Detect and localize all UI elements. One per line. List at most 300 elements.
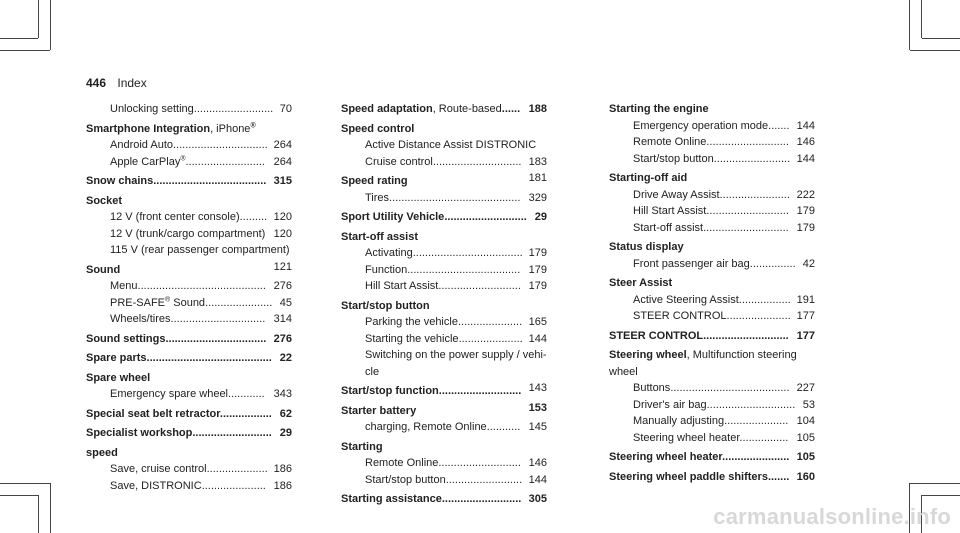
dot-leader: .......................... (193, 103, 274, 115)
index-entry (609, 187, 815, 204)
dot-leader: ................. (219, 407, 272, 420)
entry-label (633, 430, 788, 447)
entry-label (365, 190, 520, 207)
entry-label (365, 262, 520, 279)
dot-leader: ..................... (457, 316, 523, 328)
crop-mark (0, 50, 50, 51)
entry-text: Emergency operation mode (633, 119, 769, 132)
entry-text: Start/stop button (365, 473, 446, 486)
entry-text: Spare wheel (86, 371, 151, 384)
page-reference: 186 (273, 463, 292, 475)
page-reference: 45 (279, 296, 292, 309)
dot-leader: .......................... (441, 493, 522, 505)
dot-leader: ..................................... (153, 175, 267, 187)
page-reference: 179 (528, 247, 547, 259)
entry-text: Starting the vehicle (365, 332, 459, 345)
index-entry (609, 220, 815, 237)
entry-label (633, 397, 795, 414)
page-reference: 105 (796, 431, 815, 444)
entry-text: Buttons (633, 382, 671, 394)
entry-label (365, 331, 523, 348)
entry-label (341, 298, 430, 315)
dot-leader: ..................... (458, 332, 523, 345)
page-reference: 120 (273, 211, 292, 223)
registered-mark: ® (180, 154, 186, 162)
entry-label (110, 137, 268, 154)
index-heading (609, 449, 815, 466)
entry-text: Start-off assist (341, 230, 419, 243)
entry-text: Special seat belt retractor (86, 407, 220, 420)
page-reference: 144 (528, 473, 547, 486)
crop-mark (922, 38, 960, 39)
entry-text: Starter battery (341, 404, 417, 417)
entry-label (341, 439, 383, 456)
page-reference: 70 (279, 103, 292, 115)
entry-text: Specialist workshop (86, 427, 193, 439)
entry-text: Wheels/tires (110, 313, 171, 325)
entry-label (110, 478, 266, 495)
dot-leader: ........................... (706, 205, 789, 217)
page-reference: 186 (273, 479, 292, 492)
entry-text: Active Steering Assist (633, 293, 739, 306)
entry-label (86, 445, 118, 462)
index-heading (609, 469, 815, 486)
entry-label (633, 256, 796, 273)
entry-label (609, 364, 638, 381)
index-heading (609, 239, 815, 256)
dot-leader: ..................... (726, 310, 791, 322)
index-heading (86, 121, 292, 138)
index-column-3 (609, 101, 815, 485)
crop-mark (910, 50, 960, 51)
page-reference: 143 (528, 382, 547, 394)
entry-text: Android Auto (110, 139, 173, 151)
entry-text: Status display (609, 241, 684, 253)
page-reference: 329 (528, 191, 547, 204)
entry-label (86, 193, 122, 210)
entry-suffix: , Route-based (432, 103, 502, 115)
entry-label (365, 137, 536, 154)
index-column-1 (86, 101, 292, 494)
index-entry (86, 478, 292, 495)
dot-leader: ............................... (173, 139, 268, 151)
dot-leader: .......................... (185, 155, 265, 168)
page-reference: 222 (796, 188, 815, 201)
entry-label (633, 203, 789, 220)
index-entry (609, 308, 815, 325)
entry-text: wheel (609, 365, 638, 378)
page-reference: 264 (273, 139, 292, 151)
entry-label (633, 134, 789, 151)
index-entry (341, 419, 547, 436)
index-heading (341, 298, 547, 315)
entry-label (633, 380, 790, 397)
index-entry (341, 314, 547, 331)
page-reference: 183 (528, 155, 547, 168)
entry-label (633, 151, 790, 168)
index-heading (341, 491, 547, 508)
index-heading (341, 209, 547, 226)
entry-label (633, 220, 789, 237)
page-reference: 179 (796, 221, 815, 234)
page-reference: 227 (796, 382, 815, 394)
dot-leader: ........... (486, 421, 521, 433)
entry-text: Sound settings (86, 332, 166, 345)
registered-mark: ® (165, 295, 171, 303)
entry-label (341, 209, 527, 226)
entry-text: Switching on the power supply / vehi- (365, 349, 547, 361)
index-entry (86, 209, 292, 226)
entry-text: Socket (86, 194, 123, 207)
entry-text: Emergency spare wheel (110, 388, 229, 400)
page-reference: 121 (273, 260, 292, 273)
dot-leader: .................... (206, 463, 268, 475)
dot-leader: ........................................... (389, 191, 521, 204)
dot-leader: ...... (501, 103, 521, 115)
index-entry (86, 278, 292, 295)
page-reference: 314 (273, 313, 292, 325)
entry-text: Remote Online (365, 457, 439, 469)
dot-leader: ....... (767, 470, 790, 483)
dot-leader: ............................. (706, 398, 796, 411)
entry-label (633, 308, 791, 325)
dot-leader: ........................... (438, 385, 522, 397)
entry-label (110, 209, 267, 226)
dot-leader: ............................. (432, 155, 522, 168)
entry-text: Steering wheel paddle shifters (609, 470, 768, 483)
crop-mark (38, 495, 39, 533)
page-reference: 191 (796, 293, 815, 306)
dot-leader: ..................... (201, 479, 266, 492)
index-entry (609, 118, 815, 135)
entry-label (341, 121, 414, 138)
index-entry (609, 134, 815, 151)
index-heading (609, 347, 815, 364)
entry-text: STEER CONTROL (633, 310, 727, 322)
entry-label (341, 383, 521, 400)
entry-label (609, 347, 797, 364)
page-reference: 144 (796, 152, 815, 165)
entry-text: Activating (365, 247, 413, 259)
dot-leader: ....................... (719, 188, 790, 201)
entry-label (86, 121, 256, 138)
entry-text: Unlocking setting (110, 103, 194, 115)
dot-leader: .......................................... (137, 280, 266, 292)
page-reference: 179 (796, 205, 815, 217)
entry-text: Steering wheel heater (633, 431, 740, 444)
dot-leader: ............................ (703, 221, 789, 234)
index-heading (341, 101, 547, 118)
crop-mark (38, 0, 39, 38)
dot-leader: .................................... (412, 247, 523, 259)
entry-label (365, 314, 522, 331)
entry-text-continued: Sound (170, 296, 206, 309)
index-heading (341, 403, 547, 420)
crop-mark (0, 495, 38, 496)
dot-leader: ............... (749, 257, 796, 270)
entry-text: 12 V (trunk/cargo compartment) (110, 227, 266, 240)
page-reference: 144 (528, 332, 547, 345)
index-entry (341, 278, 547, 295)
watermark: carmanualsonline.info (713, 504, 951, 529)
page-reference: 105 (796, 451, 815, 463)
dot-leader: ......................... (713, 152, 791, 165)
entry-text: Start-off assist (633, 221, 704, 234)
entry-text: Start/stop button (341, 299, 430, 312)
index-entry (86, 154, 292, 171)
dot-leader: ........................... (438, 457, 521, 469)
entry-text: Save, cruise control (110, 463, 207, 475)
entry-text: Starting-off aid (609, 172, 688, 184)
entry-text: Drive Away Assist (633, 188, 720, 201)
entry-text: Hill Start Assist (365, 280, 439, 292)
page-reference: 144 (796, 119, 815, 132)
entry-label (86, 406, 272, 423)
entry-label (86, 425, 272, 442)
entry-text: Apple CarPlay (110, 155, 181, 168)
entry-text: Speed control (341, 122, 415, 135)
page-reference: 188 (528, 103, 547, 115)
index-heading (341, 173, 547, 190)
entry-text: Hill Start Assist (633, 205, 707, 217)
entry-label (86, 173, 266, 190)
entry-label (365, 455, 521, 472)
page-reference: 160 (796, 470, 815, 483)
entry-label (110, 386, 265, 403)
page-reference: 343 (273, 388, 292, 400)
index-heading (609, 328, 815, 345)
page-reference: 62 (279, 407, 292, 420)
page-reference: 276 (273, 332, 292, 345)
page-reference: 276 (273, 280, 292, 292)
entry-label (86, 370, 150, 387)
page-reference: 165 (528, 316, 547, 328)
page-reference: 120 (273, 227, 292, 240)
entry-text: Smartphone Integration (86, 122, 211, 135)
index-entry (609, 292, 815, 309)
crop-mark (909, 0, 910, 50)
index-heading (609, 101, 815, 118)
index-heading (86, 173, 292, 190)
index-entry (86, 461, 292, 478)
index-entry (609, 256, 815, 273)
entry-text: Speed rating (341, 175, 408, 187)
entry-text: Steering wheel heater (609, 451, 723, 463)
page-reference: 264 (273, 155, 292, 168)
registered-mark: ® (250, 121, 256, 129)
index-heading (86, 425, 292, 442)
entry-text: Starting assistance (341, 493, 442, 505)
entry-text: Starting the engine (609, 103, 709, 115)
entry-text: Spare parts (86, 352, 147, 364)
index-entry (609, 380, 815, 397)
entry-text: Remote Online (633, 136, 707, 148)
index-heading (86, 262, 292, 279)
page-reference: 315 (273, 175, 292, 187)
entry-label (110, 242, 290, 259)
entry-label (609, 101, 709, 118)
dot-leader: ....... (768, 119, 790, 132)
entry-text: Start/stop function (341, 385, 439, 397)
entry-label (341, 403, 416, 420)
index-heading (86, 331, 292, 348)
index-entry (609, 413, 815, 430)
entry-label (633, 187, 790, 204)
entry-text: Starting (341, 440, 383, 453)
entry-label (365, 472, 522, 489)
entry-text: Speed adaptation (341, 103, 433, 115)
page-reference: 305 (528, 493, 547, 505)
page-reference: 153 (528, 401, 547, 414)
index-entry (341, 190, 547, 207)
index-entry (341, 262, 547, 279)
entry-text: PRE-SAFE (110, 296, 166, 309)
entry-label (365, 154, 522, 171)
page-reference: 146 (796, 136, 815, 148)
entry-text: Steer Assist (609, 277, 673, 289)
entry-label (633, 413, 788, 430)
entry-text: Sport Utility Vehicle (341, 211, 445, 223)
entry-label (110, 278, 266, 295)
entry-label (341, 229, 418, 246)
dot-leader: ....................................... (670, 382, 790, 394)
entry-label (609, 469, 789, 486)
entry-text: 115 V (rear passenger compartment) (110, 244, 290, 256)
entry-label (110, 101, 273, 118)
dot-leader: ......... (239, 211, 268, 223)
dot-leader: ............................ (703, 329, 789, 342)
entry-text: Active Distance Assist DISTRONIC (365, 139, 537, 151)
index-entry (86, 386, 292, 403)
dot-leader: ......................... (445, 473, 523, 486)
entry-text: Snow chains (86, 175, 154, 187)
index-entry (609, 203, 815, 220)
index-heading (86, 370, 292, 387)
page-reference: 177 (796, 329, 815, 342)
index-entry (86, 226, 292, 243)
entry-label (365, 419, 520, 436)
index-entry (341, 455, 547, 472)
entry-text: Start/stop button (633, 152, 714, 165)
entry-text: Sound (86, 263, 121, 276)
entry-text: 12 V (front center console) (110, 211, 240, 223)
index-heading (341, 229, 547, 246)
entry-suffix: , iPhone (210, 122, 251, 135)
index-entry (609, 430, 815, 447)
page-reference: 177 (796, 310, 815, 322)
dot-leader: ............ (228, 388, 265, 400)
index-entry (86, 101, 292, 118)
dot-leader: ................. (738, 293, 791, 306)
entry-text: Parking the vehicle (365, 316, 458, 328)
dot-leader: ...................... (722, 451, 790, 463)
page-reference: 29 (534, 211, 547, 223)
index-entry (609, 397, 815, 414)
entry-suffix: , Multifunction steering (686, 349, 797, 361)
entry-label (609, 239, 684, 256)
entry-label (365, 278, 521, 295)
entry-label (341, 491, 521, 508)
entry-text: Driver's air bag (633, 398, 707, 411)
index-heading (341, 121, 547, 138)
entry-text: Menu (110, 280, 138, 292)
entry-text: speed (86, 446, 118, 459)
index-column-2 (341, 101, 547, 508)
dot-leader: ..................................... (407, 263, 521, 276)
page-reference: 42 (802, 257, 815, 270)
entry-line-2: cle (365, 365, 380, 378)
index-entry (341, 472, 547, 489)
index-entry (341, 331, 547, 348)
page-reference: 145 (528, 421, 547, 433)
crop-mark (910, 483, 960, 484)
entry-text: Tires (365, 191, 390, 204)
page-header (86, 76, 147, 90)
index-heading (609, 275, 815, 292)
entry-text: Cruise control (365, 155, 433, 168)
entry-label (110, 154, 265, 171)
page-number: 446 (86, 76, 107, 90)
dot-leader: ............................... (170, 313, 266, 325)
dot-leader: ........................... (438, 280, 521, 292)
index-heading (86, 193, 292, 210)
entry-text: STEER CONTROL (609, 329, 704, 342)
entry-label (110, 311, 265, 328)
entry-label (341, 101, 520, 118)
index-entry (86, 295, 292, 312)
entry-text: Manually adjusting (633, 415, 725, 427)
index-entry (86, 137, 292, 154)
page-reference: 53 (802, 398, 815, 411)
page-reference: 104 (796, 415, 815, 427)
entry-label (86, 262, 120, 279)
index-heading (86, 445, 292, 462)
entry-label (365, 347, 547, 380)
crop-mark (922, 495, 960, 496)
index-entry (609, 151, 815, 168)
index-entry (609, 364, 815, 381)
index-entry (86, 311, 292, 328)
entry-text: Steering wheel (609, 349, 687, 361)
crop-mark (50, 0, 51, 50)
dot-leader: ................ (739, 431, 789, 444)
page-reference: 22 (279, 352, 292, 364)
dot-leader: ................................. (165, 332, 267, 345)
entry-text: Front passenger air bag (633, 257, 750, 270)
entry-label (110, 461, 268, 478)
entry-label (609, 328, 789, 345)
dot-leader: .......................... (192, 427, 272, 439)
entry-label (609, 170, 687, 187)
dot-leader: ......................................... (146, 352, 272, 364)
crop-mark (50, 483, 51, 533)
page-title: Index (117, 76, 147, 90)
entry-label (110, 226, 265, 243)
entry-text: Save, DISTRONIC (110, 479, 202, 492)
crop-mark (0, 38, 38, 39)
entry-label (633, 118, 790, 135)
dot-leader: ..................... (724, 415, 789, 427)
entry-label (609, 275, 672, 292)
page-reference: 146 (528, 457, 547, 469)
entry-label (633, 292, 791, 309)
entry-label (341, 173, 408, 190)
dot-leader: ...................... (205, 296, 273, 309)
index-heading (341, 439, 547, 456)
page-reference: 179 (528, 263, 547, 276)
entry-text: Function (365, 263, 408, 276)
entry-label (86, 350, 272, 367)
